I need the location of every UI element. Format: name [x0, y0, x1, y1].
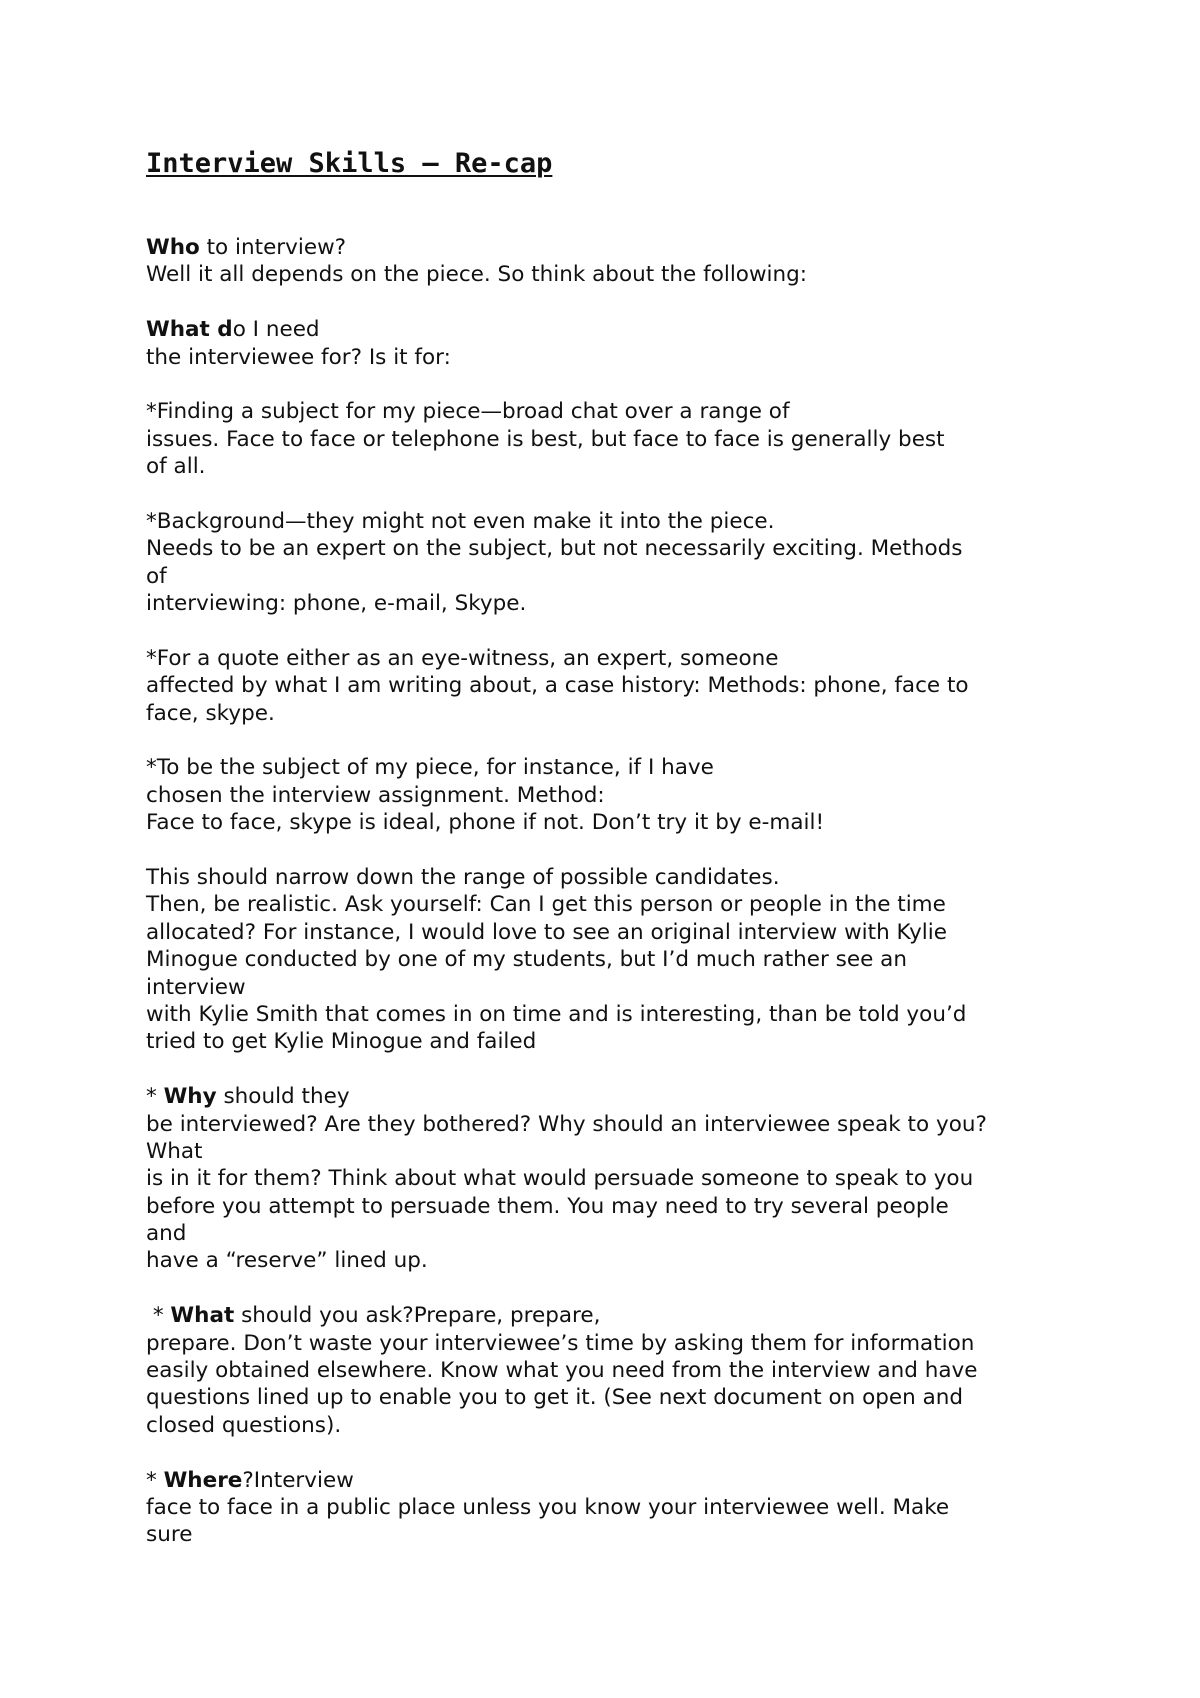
what-do-heading-line: [146, 316, 1086, 343]
narrow-line: This should narrow down the range of possible candidates.: [146, 864, 780, 890]
who-text: Well it all depends on the piece. So think about the following:: [146, 262, 808, 288]
spacer: [146, 617, 1086, 644]
what-do-bold: What d: [146, 317, 233, 343]
who-heading-line: [146, 234, 1086, 261]
where-rest: ?Interview: [242, 1467, 354, 1493]
spacer: [146, 1275, 1086, 1302]
what-do-text: the interviewee for? Is it for:: [146, 344, 451, 370]
quote-line: face, skype.: [146, 700, 275, 726]
where-line: sure: [146, 1522, 193, 1548]
what-ask-line: closed questions).: [146, 1412, 342, 1438]
page-title: Interview Skills – Re-cap: [146, 148, 553, 179]
subject-line: Face to face, skype is ideal, phone if not. Don’t try it by e-mail!: [146, 810, 825, 836]
who-rest: to interview?: [199, 235, 347, 260]
why-line: What: [146, 1138, 203, 1164]
what-ask-prefix: *: [146, 1303, 171, 1329]
what-ask-line: prepare. Don’t waste your interviewee’s time by asking them for information: [146, 1330, 975, 1356]
narrow-line: tried to get Kylie Minogue and failed: [146, 1029, 537, 1055]
quote-line: affected by what I am writing about, a case history: Methods: phone, face to: [146, 673, 969, 699]
what-do-rest: o I need: [232, 317, 320, 343]
background-line: of: [146, 563, 167, 589]
finding-line: *Finding a subject for my piece—broad chat over a range of: [146, 399, 790, 425]
quote-line: *For a quote either as an eye-witness, an expert, someone: [146, 645, 779, 671]
spacer: [146, 1056, 1086, 1083]
subject-line: *To be the subject of my piece, for instance, if I have: [146, 755, 714, 781]
why-prefix: *: [146, 1084, 164, 1110]
finding-line: issues. Face to face or telephone is best, but face to face is generally best: [146, 426, 945, 452]
why-line: be interviewed? Are they bothered? Why should an interviewee speak to you?: [146, 1111, 987, 1137]
spacer: [146, 1439, 1086, 1466]
narrow-line: Then, be realistic. Ask yourself: Can I get this person or people in the time: [146, 892, 946, 918]
why-bold: Why: [163, 1084, 217, 1110]
why-line: have a “reserve” lined up.: [146, 1248, 428, 1274]
where-line: face to face in a public place unless you know your interviewee well. Make: [146, 1494, 950, 1520]
narrow-line: Minogue conducted by one of my students, but I’d much rather see an: [146, 947, 907, 973]
what-ask-line: easily obtained elsewhere. Know what you need from the interview and have: [146, 1358, 978, 1384]
spacer: [146, 727, 1086, 754]
what-ask-rest: should you ask?Prepare, prepare,: [234, 1303, 601, 1329]
why-line: before you attempt to persuade them. You may need to try several people: [146, 1193, 949, 1219]
subject-line: chosen the interview assignment. Method:: [146, 782, 605, 808]
background-line: Needs to be an expert on the subject, but not necessarily exciting. Methods: [146, 536, 963, 562]
what-ask-bold: What: [170, 1303, 235, 1329]
where-heading-line: [146, 1467, 1086, 1494]
narrow-line: allocated? For instance, I would love to see an original interview with Kylie: [146, 919, 947, 945]
finding-line: of all.: [146, 454, 206, 480]
narrow-line: with Kylie Smith that comes in on time and is interesting, than be told you’d: [146, 1001, 967, 1027]
document-body: [146, 234, 1086, 1549]
why-line: and: [146, 1221, 187, 1247]
why-heading-line: [146, 1083, 1086, 1110]
spacer: [146, 371, 1086, 398]
why-rest: should they: [216, 1084, 350, 1110]
background-line: *Background—they might not even make it into the piece.: [146, 508, 775, 534]
where-prefix: *: [146, 1467, 164, 1493]
why-line: is in it for them? Think about what would persuade someone to speak to you: [146, 1166, 974, 1192]
what-ask-line: questions lined up to enable you to get it. (See next document on open and: [146, 1385, 964, 1411]
narrow-line: interview: [146, 974, 246, 1000]
where-bold: Where: [163, 1467, 243, 1493]
background-line: interviewing: phone, e-mail, Skype.: [146, 591, 527, 617]
spacer: [146, 289, 1086, 316]
who-bold: Who: [146, 235, 200, 260]
spacer: [146, 837, 1086, 864]
what-ask-heading-line: [146, 1302, 1086, 1329]
spacer: [146, 481, 1086, 508]
